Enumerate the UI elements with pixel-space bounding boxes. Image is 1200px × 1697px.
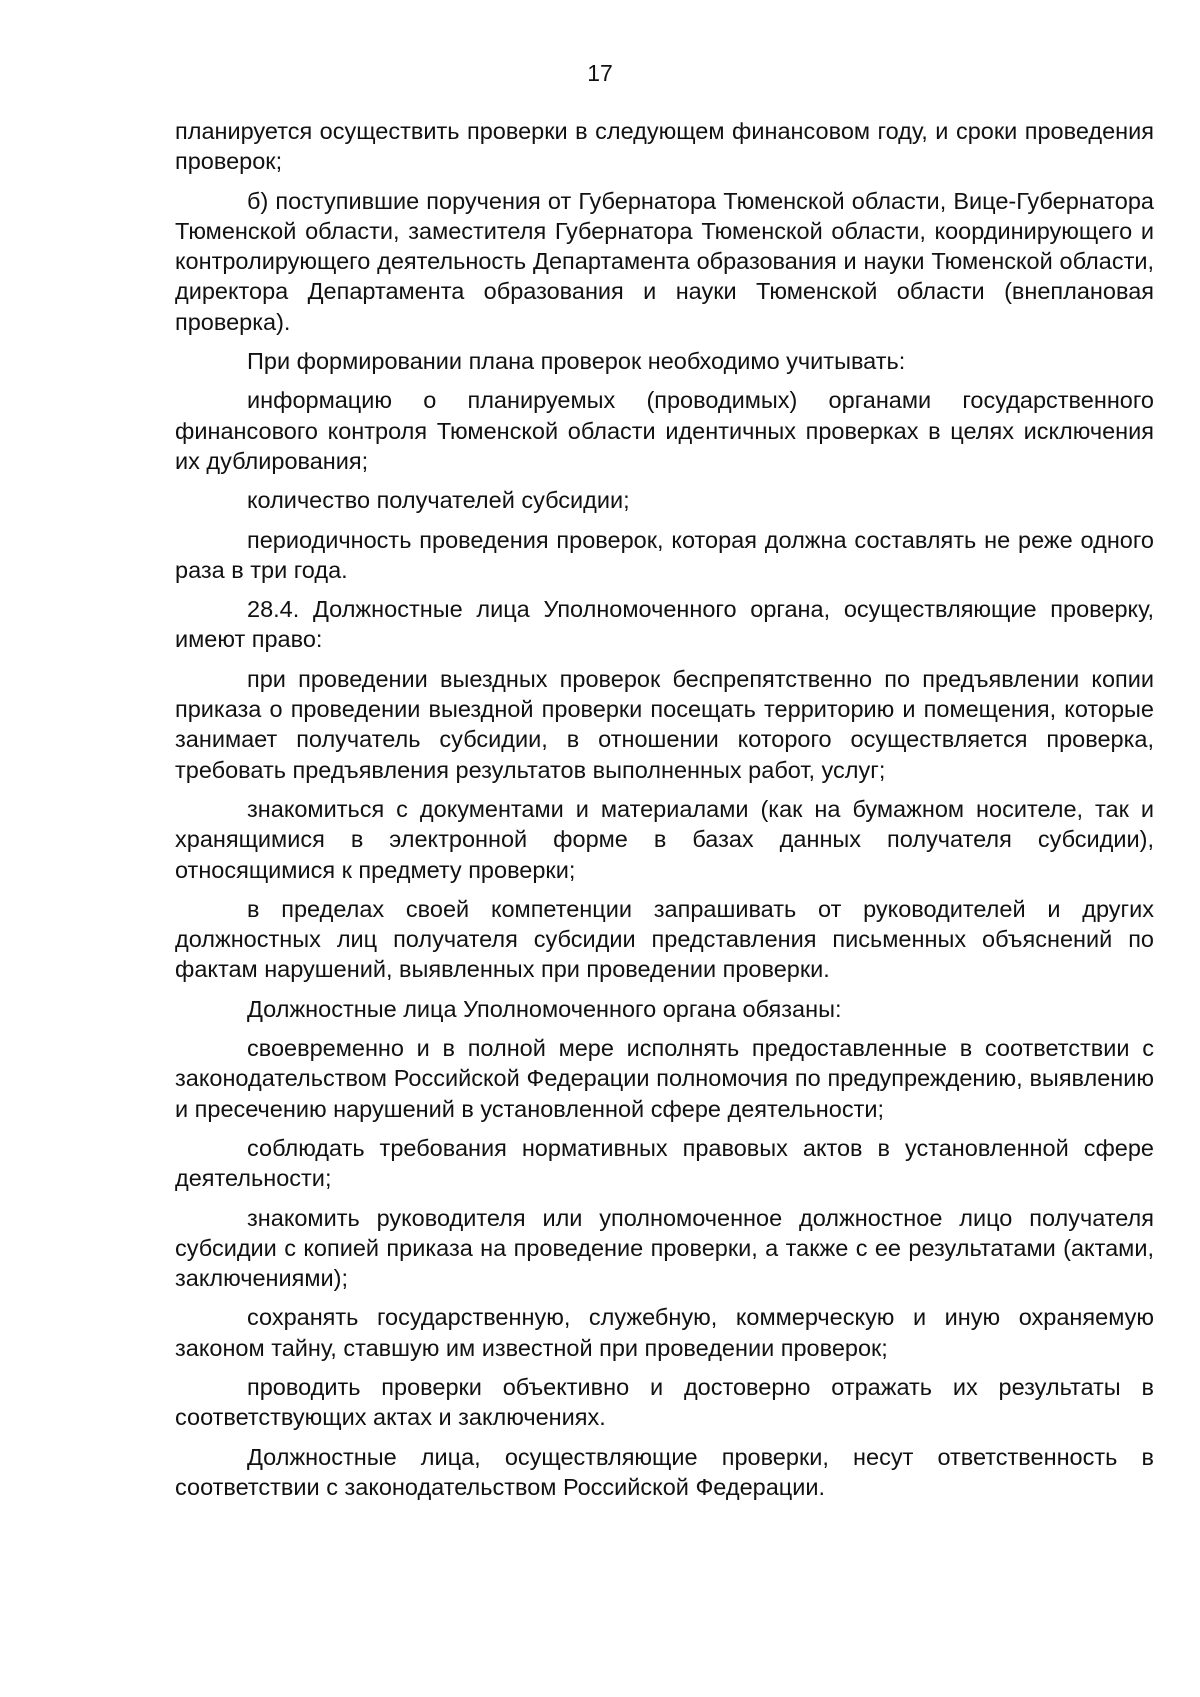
page-number: 17 <box>587 60 613 86</box>
paragraph-financial-control-info: информацию о планируемых (проводимых) органами государственного финансового контроля Тюменской области идентичных проверках в целях исключения их дублирования; <box>175 387 1154 474</box>
paragraph-comply-requirements: соблюдать требования нормативных правовых актов в установленной сфере деятельности; <box>175 1134 1154 1192</box>
paragraph-onsite-inspections: при проведении выездных проверок беспрепятственно по предъявлении копии приказа о проведении выездной проверки посещать территорию и помещения, которые занимает получатель субсидии, в отношении которого осуществляется проверка, требовать предъявления результатов выполненных работ, услуг; <box>175 665 1154 783</box>
paragraph-documents-review: знакомиться с документами и материалами (как на бумажном носителе, так и хранящимися в электронной форме в базах данных получателя субсидии), относящимися к предмету проверки; <box>175 795 1154 883</box>
paragraph-explanations-request: в пределах своей компетенции запрашивать от руководителей и других должностных лиц получателя субсидии представления письменных объяснений по фактам нарушений, выявленных при проведении проверки. <box>175 895 1154 983</box>
paragraph-governor-instructions: б) поступившие поручения от Губернатора Тюменской области, Вице-Губернатора Тюменской области, заместителя Губернатора Тюменской области, координирующего и контролирующего деятельность Департамента образования и науки Тюменской области, директора Департамента образования и науки Тюменской области (внеплановая проверка). <box>175 187 1154 335</box>
paragraph-recipients-count: количество получателей субсидии; <box>247 487 630 514</box>
paragraph-objective-inspections: проводить проверки объективно и достоверно отражать их результаты в соответствующих актах и заключениях. <box>175 1373 1154 1431</box>
document-body <box>175 116 1154 1511</box>
paragraph-section-28-4: 28.4. Должностные лица Уполномоченного органа, осуществляющие проверку, имеют право: <box>175 596 1154 653</box>
paragraph-exercise-powers: своевременно и в полной мере исполнять предоставленные в соответствии с законодательством Российской Федерации полномочия по предупреждению, выявлению и пресечению нарушений в установленной сфере деятельности; <box>175 1035 1154 1122</box>
paragraph-plan-formation: При формировании плана проверок необходимо учитывать: <box>247 348 906 375</box>
paragraph-continuation: планируется осуществить проверки в следующем финансовом году, и сроки проведения проверок; <box>175 118 1154 175</box>
paragraph-keep-secrets: сохранять государственную, служебную, коммерческую и иную охраняемую законом тайну, ставшую им известной при проведении проверок; <box>175 1304 1154 1361</box>
paragraph-responsibility: Должностные лица, осуществляющие проверки, несут ответственность в соответствии с законодательством Российской Федерации. <box>175 1443 1154 1500</box>
paragraph-obligations-heading: Должностные лица Уполномоченного органа обязаны: <box>247 995 842 1022</box>
paragraph-periodicity: периодичность проведения проверок, которая должна составлять не реже одного раза в три года. <box>175 526 1154 583</box>
paragraph-familiarize-head: знакомить руководителя или уполномоченное должностное лицо получателя субсидии с копией приказа на проведение проверки, а также с ее результатами (актами, заключениями); <box>175 1204 1154 1292</box>
